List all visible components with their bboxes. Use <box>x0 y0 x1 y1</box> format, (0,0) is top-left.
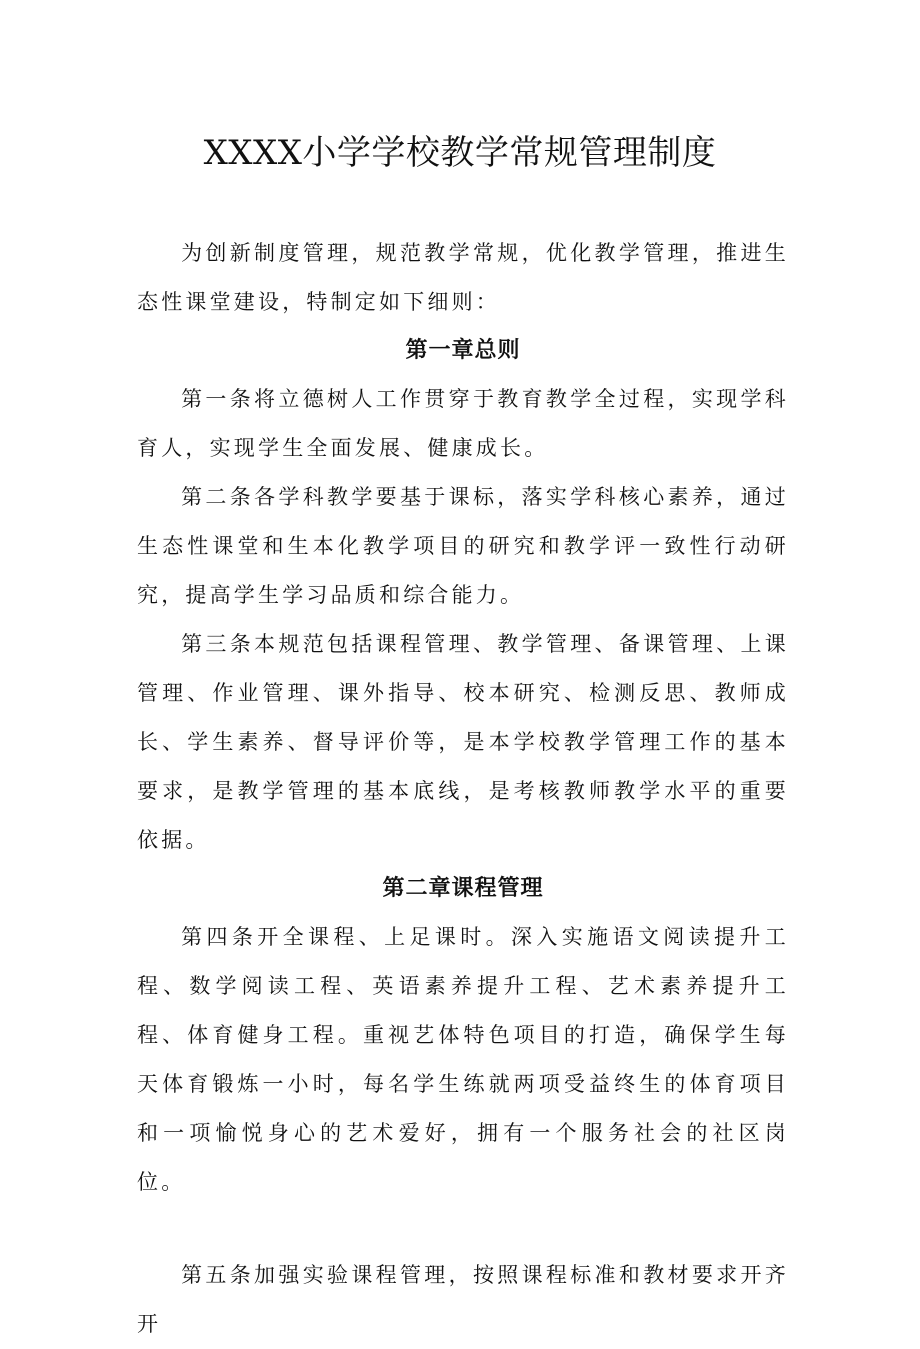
chapter-2-heading: 第二章课程管理 <box>382 876 544 901</box>
article-4: 第四条开全课程、上足课时。深入实施语文阅读提升工程、数学阅读工程、英语素养提升工程、艺术素养提升工程、体育健身工程。重视艺体特色项目的打造，确保学生每天体育锻炼一小时，每名学生练就两项受益终生的体育项目和一项愉悦身心的艺术爱好，拥有一个服务社会的社区岗位。 <box>137 925 789 1194</box>
paragraph-gap <box>137 1207 789 1251</box>
chapter-1-heading: 第一章总则 <box>405 338 521 363</box>
article-2: 第二条各学科教学要基于课标，落实学科核心素养，通过生态性课堂和生本化教学项目的研究和教学评一致性行动研究，提高学生学习品质和综合能力。 <box>137 485 789 607</box>
article-1: 第一条将立德树人工作贯穿于教育教学全过程，实现学科育人，实现学生全面发展、健康成长。 <box>137 387 789 460</box>
article-3: 第三条本规范包括课程管理、教学管理、备课管理、上课管理、作业管理、课外指导、校本研究、检测反思、教师成长、学生素养、督导评价等，是本学校教学管理工作的基本要求，是教学管理的基本底线，是考核教师教学水平的重要依据。 <box>137 632 789 852</box>
article-5: 第五条加强实验课程管理，按照课程标准和教材要求开齐开 <box>137 1263 789 1336</box>
document-title: XXXX小学学校教学常规管理制度 <box>203 133 717 173</box>
document-body <box>137 229 789 1349</box>
intro-paragraph: 为创新制度管理，规范教学常规，优化教学管理，推进生态性课堂建设，特制定如下细则： <box>137 241 789 314</box>
